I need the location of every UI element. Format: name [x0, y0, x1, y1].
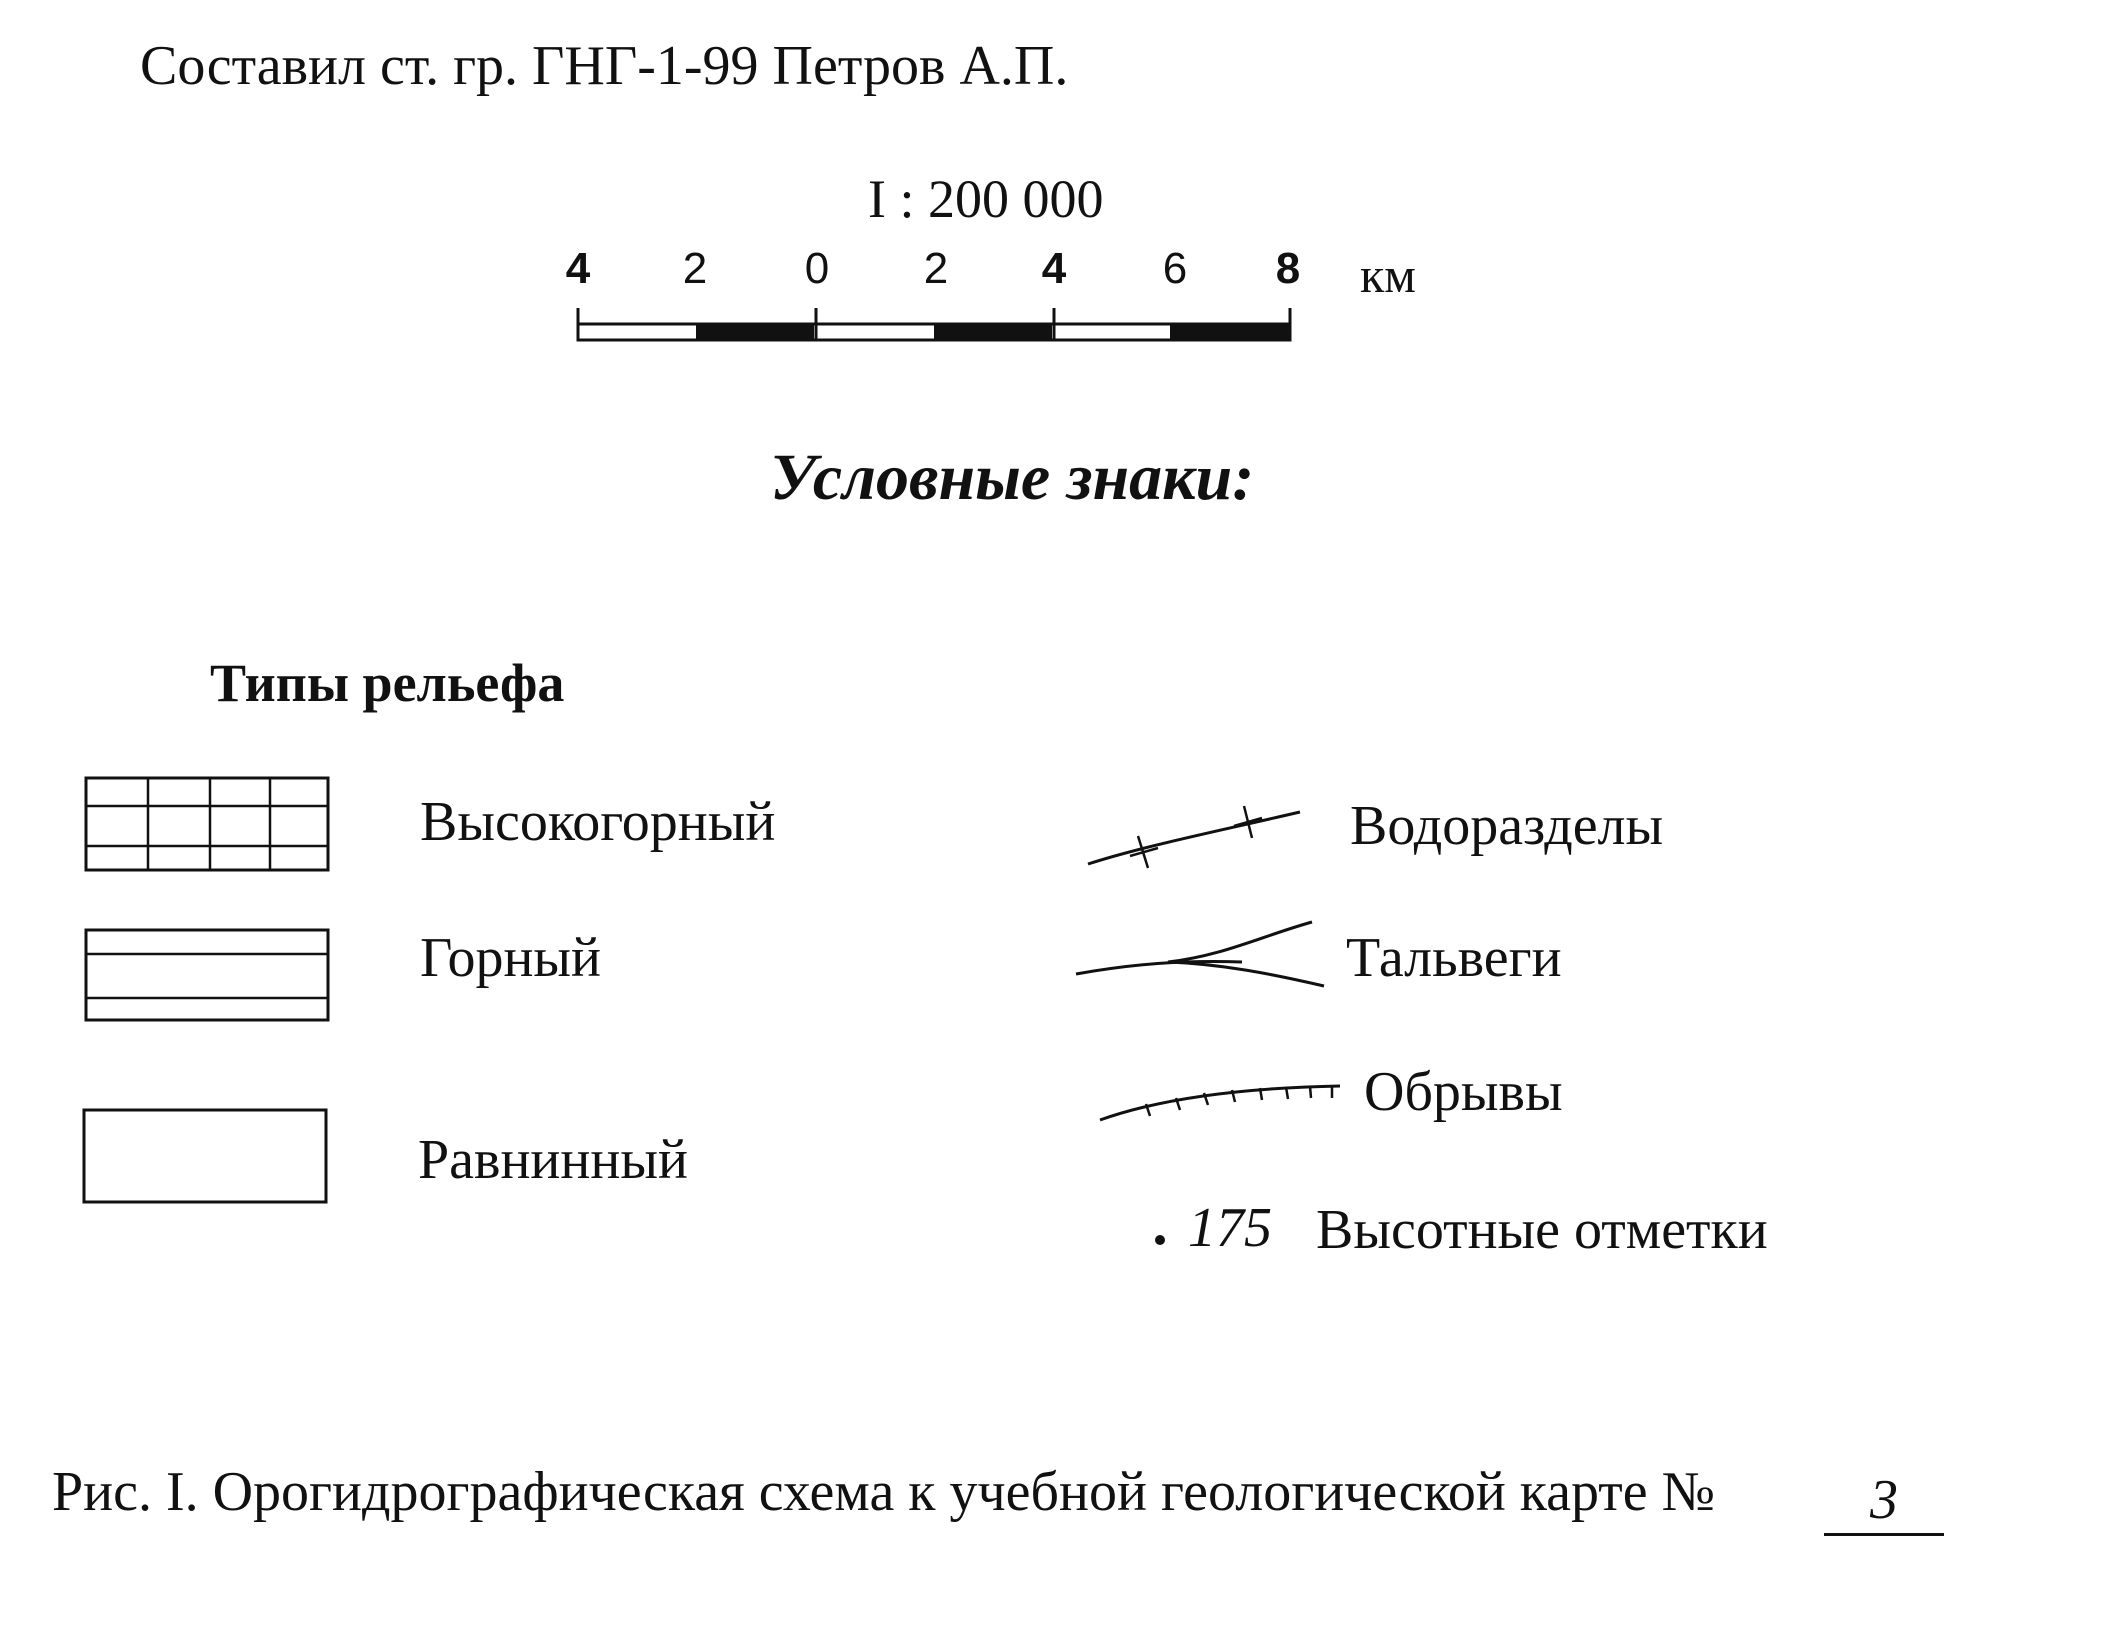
symbol-label-cliffs: Обрывы	[1364, 1061, 1563, 1123]
scale-tick-label: 8	[1275, 244, 1301, 293]
relief-label-high-mountain: Высокогорный	[420, 791, 776, 853]
figure-caption: Рис. I. Орогидрографическая схема к учебной геологической карте №	[52, 1461, 1716, 1523]
symbol-label-watersheds: Водоразделы	[1350, 795, 1664, 857]
symbol-label-thalwegs: Тальвеги	[1346, 927, 1562, 989]
scale-tick-label: 0	[804, 244, 830, 293]
mountain-pattern-icon	[84, 928, 330, 1024]
map-number: 3	[1870, 1469, 1898, 1531]
high-mountain-pattern-icon	[84, 776, 330, 872]
scale-tick-label: 4	[1041, 244, 1067, 293]
elevation-point-icon	[1150, 1230, 1170, 1250]
map-number-underline	[1824, 1533, 1944, 1536]
scale-tick-label: 2	[923, 244, 949, 293]
scale-ratio: I : 200 000	[868, 169, 1104, 229]
elevation-value: 175	[1188, 1197, 1272, 1259]
relief-label-plain: Равнинный	[418, 1129, 688, 1191]
watershed-line-icon	[1084, 800, 1304, 870]
relief-types-title: Типы рельефа	[210, 653, 565, 713]
thalweg-line-icon	[1072, 916, 1332, 992]
scale-unit: км	[1360, 247, 1416, 303]
author-line: Составил ст. гр. ГНГ-1-99 Петров А.П.	[140, 35, 1069, 97]
cliff-line-icon	[1096, 1072, 1346, 1128]
scale-bar	[570, 306, 1300, 346]
symbol-label-elevation: Высотные отметки	[1316, 1199, 1768, 1261]
scale-tick-label: 4	[565, 244, 591, 293]
plain-pattern-icon	[82, 1108, 330, 1206]
legend-title: Условные знаки:	[770, 441, 1255, 514]
scale-tick-label: 6	[1162, 244, 1188, 293]
scale-tick-label: 2	[682, 244, 708, 293]
relief-label-mountain: Горный	[420, 927, 602, 989]
